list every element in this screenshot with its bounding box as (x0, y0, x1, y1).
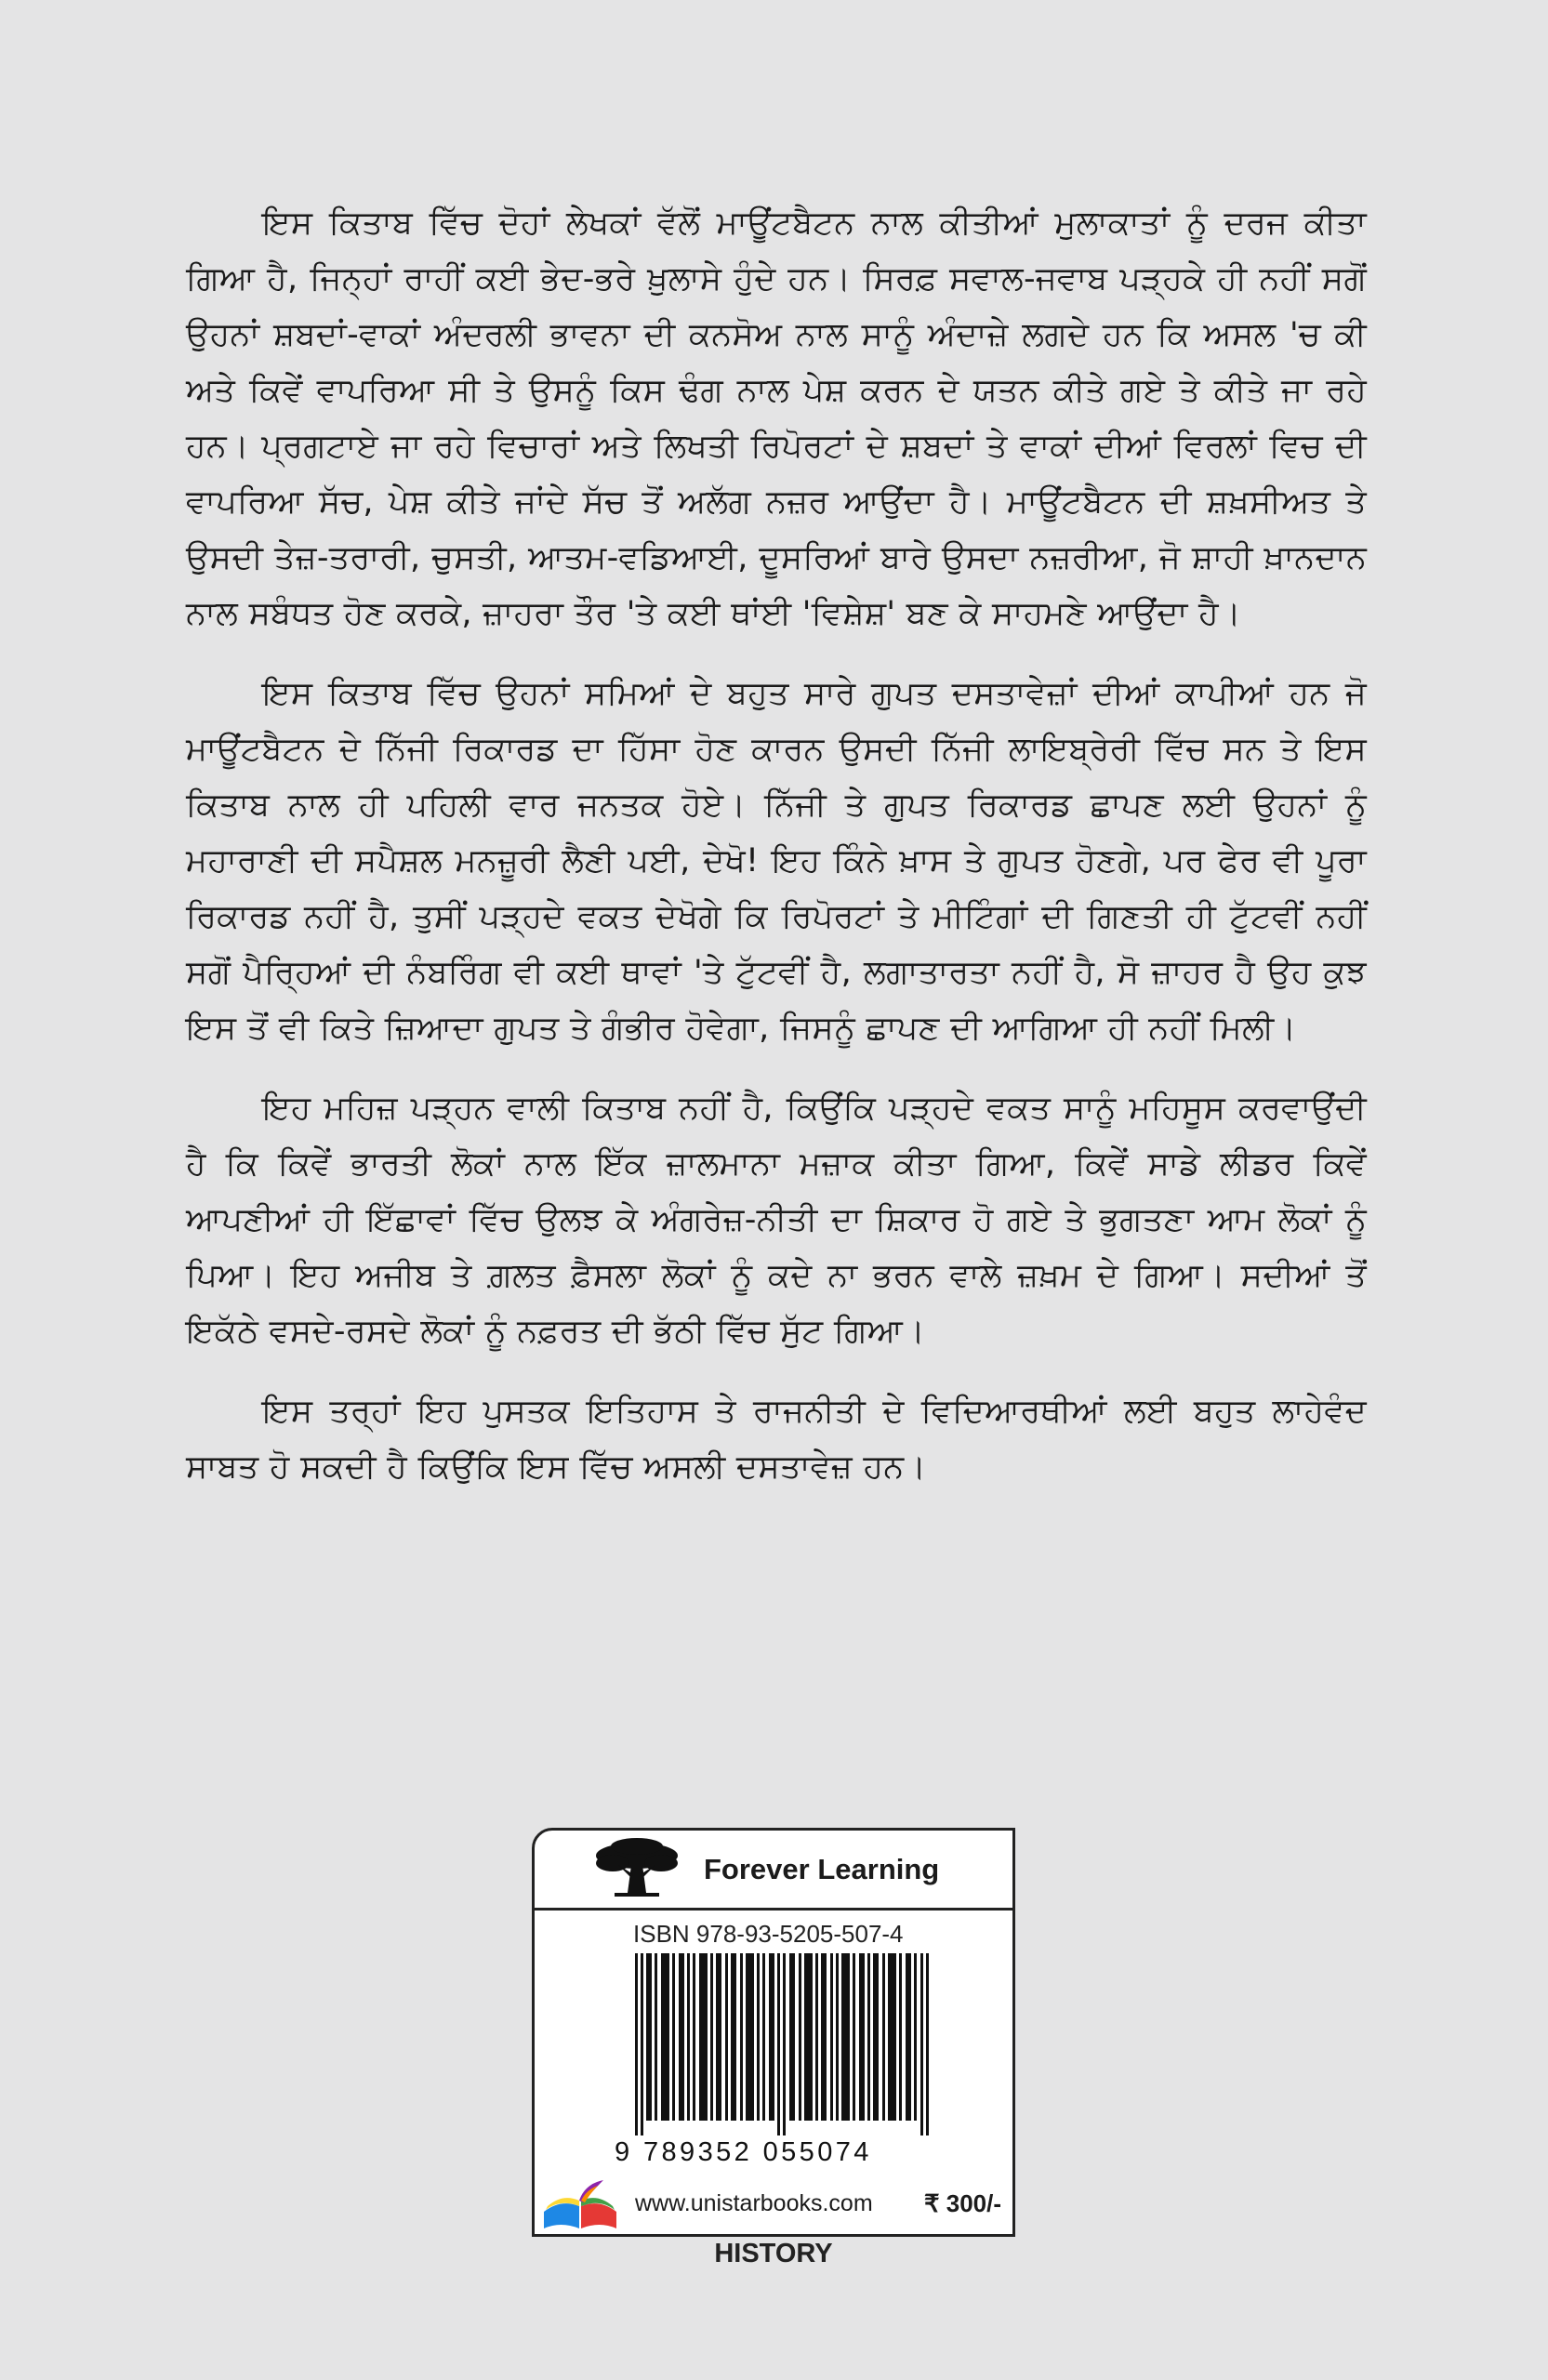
card-header (535, 1831, 1012, 1911)
publisher-website: www.unistarbooks.com (635, 2189, 873, 2216)
blurb-paragraph-4: ਇਸ ਤਰ੍ਹਾਂ ਇਹ ਪੁਸਤਕ ਇਤਿਹਾਸ ਤੇ ਰਾਜਨੀਤੀ ਦੇ ਵਿਦਿਆਰਥੀਆਂ ਲਈ ਬਹੁਤ ਲਾਹੇਵੰਦ ਸਾਬਤ ਹੋ ਸਕਦੀ ਹੈ ਕਿਉਂਕਿ ਇਸ ਵਿੱਚ ਅਸਲੀ ਦਸਤਾਵੇਜ਼ ਹਨ। (186, 1393, 1367, 1486)
brand-tagline: Forever Learning (704, 1852, 940, 1885)
back-cover-blurb (186, 195, 1367, 1519)
publisher-logo-icon (538, 2175, 622, 2232)
blurb-paragraph-1: ਇਸ ਕਿਤਾਬ ਵਿੱਚ ਦੋਹਾਂ ਲੇਖਕਾਂ ਵੱਲੋਂ ਮਾਊਂਟਬੈਟਨ ਨਾਲ ਕੀਤੀਆਂ ਮੁਲਾਕਾਤਾਂ ਨੂੰ ਦਰਜ ਕੀਤਾ ਗਿਆ ਹੈ, ਜਿਨ੍ਹਾਂ ਰਾਹੀਂ ਕਈ ਭੇਦ-ਭਰੇ ਖ਼ੁਲਾਸੇ ਹੁੰਦੇ ਹਨ। ਸਿਰਫ਼ ਸਵਾਲ-ਜਵਾਬ ਪੜ੍ਹਕੇ ਹੀ ਨਹੀਂ ਸਗੋਂ ਉਹਨਾਂ ਸ਼ਬਦਾਂ-ਵਾਕਾਂ ਅੰਦਰਲੀ ਭਾਵਨਾ ਦੀ ਕਨਸੋਅ ਨਾਲ ਸਾਨੂੰ ਅੰਦਾਜ਼ੇ ਲਗਦੇ ਹਨ ਕਿ ਅਸਲ 'ਚ ਕੀ ਅਤੇ ਕਿਵੇਂ ਵਾਪਰਿਆ ਸੀ ਤੇ ਉਸਨੂੰ ਕਿਸ ਢੰਗ ਨਾਲ ਪੇਸ਼ ਕਰਨ ਦੇ ਯਤਨ ਕੀਤੇ ਗਏ ਤੇ ਕੀਤੇ ਜਾ ਰਹੇ ਹਨ। ਪ੍ਰਗਟਾਏ ਜਾ ਰਹੇ ਵਿਚਾਰਾਂ ਅਤੇ ਲਿਖਤੀ ਰਿਪੋਰਟਾਂ ਦੇ ਸ਼ਬਦਾਂ ਤੇ ਵਾਕਾਂ ਦੀਆਂ ਵਿਰਲਾਂ ਵਿਚ ਦੀ ਵਾਪਰਿਆ ਸੱਚ, ਪੇਸ਼ ਕੀਤੇ ਜਾਂਦੇ ਸੱਚ ਤੋਂ ਅਲੱਗ ਨਜ਼ਰ ਆਉਂਦਾ ਹੈ। ਮਾਊਂਟਬੈਟਨ ਦੀ ਸ਼ਖ਼ਸੀਅਤ ਤੇ ਉਸਦੀ ਤੇਜ਼-ਤਰਾਰੀ, ਚੁਸਤੀ, ਆਤਮ-ਵਡਿਆਈ, ਦੂਸਰਿਆਂ ਬਾਰੇ ਉਸਦਾ ਨਜ਼ਰੀਆ, ਜੋ ਸ਼ਾਹੀ ਖ਼ਾਨਦਾਨ ਨਾਲ ਸਬੰਧਤ ਹੋਣ ਕਰਕੇ, ਜ਼ਾਹਰਾ ਤੌਰ 'ਤੇ ਕਈ ਥਾਂਈ 'ਵਿਸ਼ੇਸ਼' ਬਣ ਕੇ ਸਾਹਮਣੇ ਆਉਂਦਾ ਹੈ। (186, 205, 1367, 632)
price-label: ₹ 300/- (923, 2188, 1001, 2217)
category-label: HISTORY (714, 2239, 833, 2268)
isbn-label: ISBN 978-93-5205-507-4 (633, 1920, 904, 1948)
blurb-paragraph-3: ਇਹ ਮਹਿਜ਼ ਪੜ੍ਹਨ ਵਾਲੀ ਕਿਤਾਬ ਨਹੀਂ ਹੈ, ਕਿਉਂਕਿ ਪੜ੍ਹਦੇ ਵਕਤ ਸਾਨੂੰ ਮਹਿਸੂਸ ਕਰਵਾਉਂਦੀ ਹੈ ਕਿ ਕਿਵੇਂ ਭਾਰਤੀ ਲੋਕਾਂ ਨਾਲ ਇੱਕ ਜ਼ਾਲਮਾਨਾ ਮਜ਼ਾਕ ਕੀਤਾ ਗਿਆ, ਕਿਵੇਂ ਸਾਡੇ ਲੀਡਰ ਕਿਵੇਂ ਆਪਣੀਆਂ ਹੀ ਇੱਛਾਵਾਂ ਵਿੱਚ ਉਲਝ ਕੇ ਅੰਗਰੇਜ਼-ਨੀਤੀ ਦਾ ਸ਼ਿਕਾਰ ਹੋ ਗਏ ਤੇ ਭੁਗਤਣਾ ਆਮ ਲੋਕਾਂ ਨੂੰ ਪਿਆ। ਇਹ ਅਜੀਬ ਤੇ ਗ਼ਲਤ ਫ਼ੈਸਲਾ ਲੋਕਾਂ ਨੂੰ ਕਦੇ ਨਾ ਭਰਨ ਵਾਲੇ ਜ਼ਖ਼ਮ ਦੇ ਗਿਆ। ਸਦੀਆਂ ਤੋਂ ਇਕੱਠੇ ਵਸਦੇ-ਰਸਦੇ ਲੋਕਾਂ ਨੂੰ ਨਫ਼ਰਤ ਦੀ ਭੱਠੀ ਵਿੱਚ ਸੁੱਟ ਗਿਆ। (186, 1090, 1367, 1350)
blurb-paragraph-2: ਇਸ ਕਿਤਾਬ ਵਿੱਚ ਉਹਨਾਂ ਸਮਿਆਂ ਦੇ ਬਹੁਤ ਸਾਰੇ ਗੁਪਤ ਦਸਤਾਵੇਜ਼ਾਂ ਦੀਆਂ ਕਾਪੀਆਂ ਹਨ ਜੋ ਮਾਊਂਟਬੈਟਨ ਦੇ ਨਿੱਜੀ ਰਿਕਾਰਡ ਦਾ ਹਿੱਸਾ ਹੋਣ ਕਾਰਨ ਉਸਦੀ ਨਿੱਜੀ ਲਾਇਬ੍ਰੇਰੀ ਵਿੱਚ ਸਨ ਤੇ ਇਸ ਕਿਤਾਬ ਨਾਲ ਹੀ ਪਹਿਲੀ ਵਾਰ ਜਨਤਕ ਹੋਏ। ਨਿੱਜੀ ਤੇ ਗੁਪਤ ਰਿਕਾਰਡ ਛਾਪਣ ਲਈ ਉਹਨਾਂ ਨੂੰ ਮਹਾਰਾਣੀ ਦੀ ਸਪੈਸ਼ਲ ਮਨਜ਼ੂਰੀ ਲੈਣੀ ਪਈ, ਦੇਖੋ! ਇਹ ਕਿੰਨੇ ਖ਼ਾਸ ਤੇ ਗੁਪਤ ਹੋਣਗੇ, ਪਰ ਫੇਰ ਵੀ ਪੂਰਾ ਰਿਕਾਰਡ ਨਹੀਂ ਹੈ, ਤੁਸੀਂ ਪੜ੍ਹਦੇ ਵਕਤ ਦੇਖੋਗੇ ਕਿ ਰਿਪੋਰਟਾਂ ਤੇ ਮੀਟਿੰਗਾਂ ਦੀ ਗਿਣਤੀ ਹੀ ਟੁੱਟਵੀਂ ਨਹੀਂ ਸਗੋਂ ਪੈਰ੍ਹਿਆਂ ਦੀ ਨੰਬਰਿੰਗ ਵੀ ਕਈ ਥਾਵਾਂ 'ਤੇ ਟੁੱਟਵੀਂ ਹੈ, ਲਗਾਤਾਰਤਾ ਨਹੀਂ ਹੈ, ਸੋ ਜ਼ਾਹਰ ਹੈ ਉਹ ਕੁਝ ਇਸ ਤੋਂ ਵੀ ਕਿਤੇ ਜ਼ਿਆਦਾ ਗੁਪਤ ਤੇ ਗੰਭੀਰ ਹੋਵੇਗਾ, ਜਿਸਨੂੰ ਛਾਪਣ ਦੀ ਆਗਿਆ ਹੀ ਨਹੀਂ ਮਿਲੀ। (186, 675, 1367, 1047)
barcode-icon (635, 1953, 929, 2135)
barcode-card (532, 1828, 1015, 2237)
tree-icon (590, 1837, 683, 1902)
barcode-digits: 9 789352 055074 (615, 2137, 872, 2167)
card-footer (535, 2173, 1012, 2234)
